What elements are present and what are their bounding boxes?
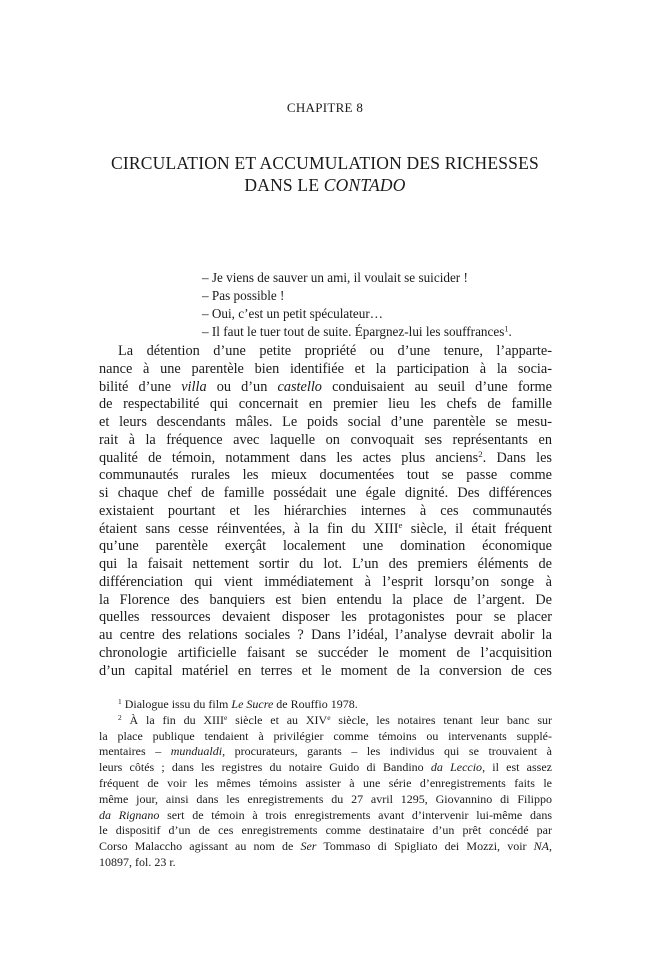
footnote-2-line bbox=[99, 760, 552, 776]
footnote-ref-2[interactable]: 2 bbox=[478, 448, 483, 459]
epigraph-line: – Je viens de sauver un ami, il voulait se suicider ! bbox=[202, 270, 468, 285]
footnote-text: siècle, les notaires tenant leur banc sur bbox=[330, 712, 553, 727]
body-line: différenciation qui vient immédiatement à l’esprit lorsqu’on songe à bbox=[99, 573, 552, 590]
footnote-text: Corso Malaccho agissant au nom de bbox=[99, 839, 301, 854]
body-line: de respectabilité qui concernait en premier lieu les chefs de famille bbox=[99, 396, 552, 413]
footnotes bbox=[99, 697, 552, 871]
body-line: rait à la fréquence avec laquelle on convoquait ses représentants en bbox=[99, 431, 552, 448]
body-text: . Dans les bbox=[482, 449, 552, 466]
footnote-2-line: même jour, ainsi dans les enregistrements du 27 avril 1295, Giovannino di Filippo bbox=[99, 791, 552, 806]
footnote-2-line bbox=[99, 808, 552, 824]
body-line: nance à une parentèle bien identifiée et la participation à la socia- bbox=[99, 360, 552, 377]
body-line: qui la faisait nettement sortir du lot. L’un des premiers éléments de bbox=[99, 556, 552, 572]
epigraph-line: – Il faut le tuer tout de suite. Épargnez-lui les souffrances$^1$. bbox=[202, 324, 512, 339]
footnote-text: de Rouffio 1978. bbox=[273, 697, 358, 711]
body-line bbox=[99, 450, 552, 468]
body-text: conduisaient au seuil d’une forme bbox=[321, 378, 552, 395]
footnote-number: 1 bbox=[118, 696, 122, 706]
chapter-title-italic: CONTADO bbox=[323, 175, 406, 195]
footnote-italic: da Rignano bbox=[99, 807, 160, 822]
footnote-text: , bbox=[549, 839, 553, 854]
epigraph-line-text: – Il faut le tuer tout de suite. Épargnez-lui les souffrances bbox=[202, 324, 505, 339]
body-paragraph bbox=[99, 343, 552, 680]
epigraph bbox=[202, 269, 602, 341]
footnote-text: , procurateurs, garants – les individus qui se trouvaient à bbox=[222, 744, 552, 759]
footnote-2-line: la place publique tendaient à privilégier comme témoins ou intervenants supplé- bbox=[99, 728, 552, 743]
footnote-2-line bbox=[99, 713, 552, 729]
footnote-2-line: le dispositif d’un de ces enregistrements comme destinataire d’un prêt concédé par bbox=[99, 823, 552, 838]
body-line: d’un capital matériel en terres et le moment de la conversion de ces bbox=[99, 662, 552, 679]
footnote-number: 2 bbox=[118, 712, 122, 722]
footnote-text: leurs côtés ; dans les registres du notaire Guido di Bandino bbox=[99, 760, 431, 775]
footnote-1 bbox=[99, 697, 552, 713]
footnote-2-line: 10897, fol. 23 r. bbox=[99, 854, 176, 869]
footnote-italic: mundualdi bbox=[170, 744, 223, 759]
footnote-text: À la fin du XIII bbox=[129, 712, 225, 727]
footnote-italic: da Leccio bbox=[430, 760, 483, 775]
body-line: et leurs descendants mâles. Le poids social d’une parentèle se mesu- bbox=[99, 414, 552, 430]
footnote-ref-1[interactable]: 1 bbox=[504, 324, 509, 334]
body-line: existaient pourtant et les hiérarchies internes à ces communautés bbox=[99, 502, 552, 519]
body-line: si chaque chef de famille possédait une égale dignité. Des différences bbox=[99, 485, 552, 501]
footnote-2-line bbox=[99, 839, 552, 855]
chapter-title-text: DANS LE bbox=[244, 175, 324, 195]
body-text: siècle, il était fréquent bbox=[402, 520, 552, 537]
footnote-text: Tommaso di Spigliato dei Mozzi, voir bbox=[316, 839, 534, 854]
body-line: quelles ressources devaient disposer les protagonistes pour se placer bbox=[99, 609, 552, 626]
body-line: communautés rurales les mieux documentées tout se passe comme bbox=[99, 467, 552, 484]
body-line: qu’une parentèle exerçât localement une domination économique bbox=[99, 538, 552, 555]
footnote-text: , il est assez bbox=[482, 760, 552, 775]
footnote-text: siècle et au XIV bbox=[227, 712, 328, 727]
body-line: chronologie artificielle faisant se succéder le moment de l’acquisition bbox=[99, 644, 552, 661]
epigraph-line: – Oui, c’est un petit spéculateur… bbox=[202, 306, 383, 321]
epigraph-line: – Pas possible ! bbox=[202, 288, 285, 303]
body-text: bilité d’une bbox=[99, 378, 182, 395]
body-text: qualité de témoin, notamment dans les actes plus anciens bbox=[99, 449, 479, 466]
body-line: La détention d’une petite propriété ou d’une tenure, l’apparte- bbox=[118, 343, 552, 359]
body-line bbox=[99, 379, 552, 397]
footnote-italic: Le Sucre bbox=[231, 697, 274, 711]
body-line: au centre des relations sociales ? Dans l’idéal, l’analyse devrait abolir la bbox=[99, 627, 552, 643]
chapter-title bbox=[0, 152, 650, 196]
body-italic: villa bbox=[181, 378, 207, 395]
ordinal-superscript: e bbox=[398, 519, 403, 530]
footnote-text: Dialogue issu du film bbox=[124, 697, 232, 711]
body-italic: castello bbox=[277, 378, 322, 395]
chapter-title-line-2 bbox=[0, 174, 650, 196]
ordinal-superscript: e bbox=[224, 712, 228, 722]
body-text: étaient sans cesse réinventées, à la fin du XIII bbox=[99, 520, 399, 537]
body-line bbox=[99, 521, 552, 539]
footnote-text: mentaires – bbox=[99, 744, 171, 759]
ordinal-superscript: e bbox=[327, 712, 331, 722]
chapter-label: CHAPITRE 8 bbox=[286, 100, 364, 115]
footnote-italic: Ser bbox=[300, 839, 317, 854]
footnote-italic: NA bbox=[533, 839, 550, 854]
footnote-text: sert de témoin à trois enregistrements avant d’intervenir lui-même dans bbox=[159, 807, 552, 822]
footnote-2-line bbox=[99, 744, 552, 760]
chapter-title-line-1: CIRCULATION ET ACCUMULATION DES RICHESSES bbox=[111, 153, 539, 173]
footnote-2-line: fréquent de voir les mêmes témoins assister à une série d’enregistrements faits le bbox=[99, 775, 552, 790]
body-text: ou d’un bbox=[206, 378, 278, 395]
body-line: la Florence des banquiers est bien entendu la place de l’argent. De bbox=[99, 591, 552, 608]
